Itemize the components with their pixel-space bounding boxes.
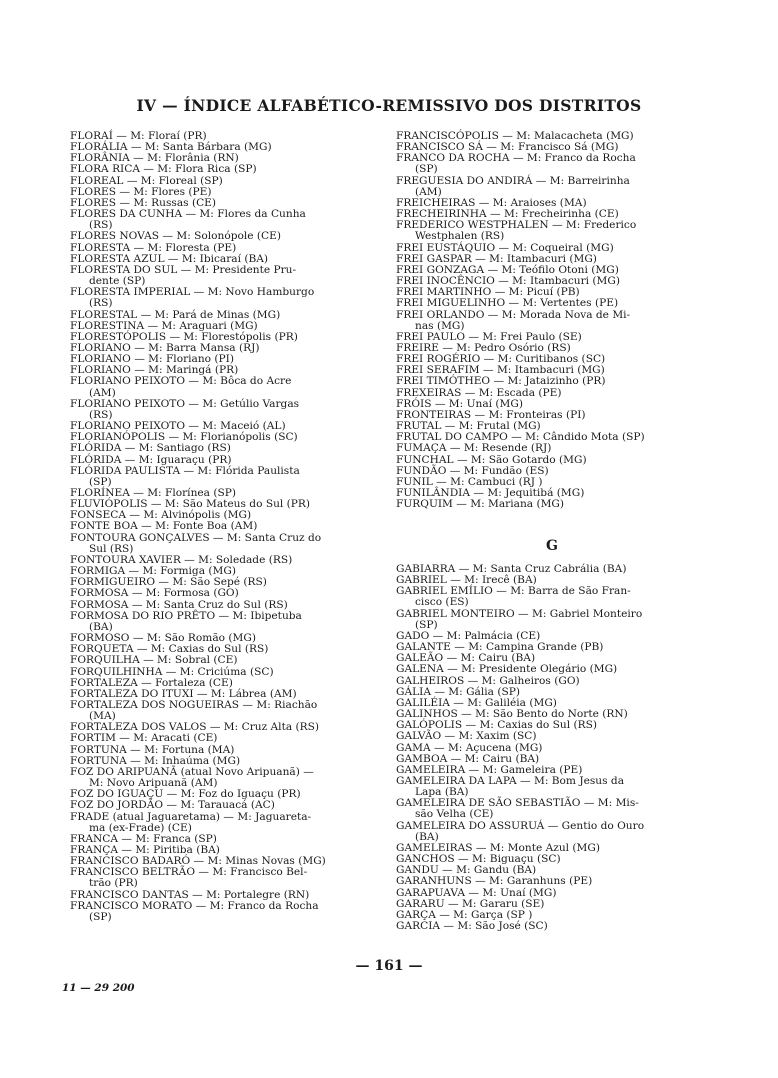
entry-continuation: cisco (ES) [415, 596, 469, 609]
entry-text: FLORES NOVAS — M: Solonópole (CE) [70, 230, 282, 243]
entry-text: GAMELEIRAS — M: Monte Azul (MG) [396, 841, 600, 854]
entry-text: FORTALEZA DOS VALOS — M: Cruz Alta (RS) [70, 721, 320, 734]
entry-text: FLORIANÓPOLIS — M: Florianópolis (SC) [70, 431, 298, 444]
entry-text: FOZ DO JORDÃO — M: Tarauacá (AC) [70, 799, 275, 812]
entry-text: GAMA — M: Açucena (MG) [396, 741, 543, 754]
entry-text: FORTALEZA — Fortaleza (CE) [70, 676, 233, 689]
entry-continuation: (BA) [415, 830, 439, 843]
index-entry [396, 609, 708, 631]
entry-text: GÁLIA — M: Gália (SP) [396, 685, 520, 698]
entry-text: GALILÉIA — M: Galiléia (MG) [396, 696, 557, 709]
index-entry [70, 287, 376, 309]
entry-continuation: ma (ex-Frade) (CE) [89, 821, 192, 834]
entry-text: FRANCISCO BELTRÃO — M: Francisco Bel- [70, 866, 308, 879]
entry-text: FRANCISCO MORATO — M: Franco da Rocha [70, 899, 319, 912]
entry-text: GABIARRA — M: Santa Cruz Cabrália (BA) [396, 563, 627, 575]
index-entry [396, 499, 708, 510]
entry-text: GALÓPOLIS — M: Caxias do Sul (RS) [396, 719, 598, 732]
index-entry [70, 767, 376, 789]
entry-text: GARARU — M: Gararu (SE) [396, 897, 545, 910]
entry-text: GARANHUNS — M: Garanhuns (PE) [396, 875, 593, 888]
index-entry [396, 776, 708, 798]
entry-text: FREI INOCÊNCIO — M: Itambacuri (MG) [396, 275, 620, 288]
entry-text: FLORESTINA — M: Araguari (MG) [70, 319, 258, 332]
entry-text: FOZ DO IGUAÇU — M: Foz do Iguaçu (PR) [70, 788, 301, 801]
entry-text: FLORIANO PEIXOTO — M: Maceió (AL) [70, 420, 286, 433]
entry-text: GANDU — M: Gandu (BA) [396, 864, 537, 877]
entry-text: FUMAÇA — M: Resende (RJ) [396, 442, 552, 455]
index-entry [70, 700, 376, 722]
entry-text: FONSECA — M: Alvinópolis (MG) [70, 509, 252, 522]
entry-text: GAMELEIRA DA LAPA — M: Bom Jesus da [396, 774, 625, 787]
entry-text: FLORÂNIA — M: Florânia (RN) [70, 152, 239, 165]
entry-continuation: (SP) [89, 910, 112, 923]
entry-text: FLORÍNEA — M: Florínea (SP) [70, 487, 236, 499]
entry-continuation: Sul (RS) [89, 542, 134, 555]
entry-text: FLORESTA DO SUL — M: Presidente Pru- [70, 263, 297, 276]
entry-text: GABRIEL — M: Irecê (BA) [396, 574, 537, 587]
entry-continuation: (AM) [89, 386, 116, 399]
entry-text: FRECHEIRINHA — M: Frecheirinha (CE) [396, 208, 619, 221]
entry-text: FUNIL — M: Cambuci (RJ ) [396, 475, 543, 488]
index-entry [70, 209, 376, 231]
index-entry [396, 921, 708, 932]
entry-text: GALANTE — M: Campina Grande (PB) [396, 641, 604, 654]
index-entry [396, 821, 708, 843]
entry-text: FORTUNA — M: Fortuna (MA) [70, 743, 235, 756]
entry-text: FREXEIRAS — M: Escada (PE) [396, 386, 562, 399]
entry-continuation: (MA) [89, 710, 116, 723]
index-entry [70, 901, 376, 923]
entry-text: FLORES — M: Flores (PE) [70, 185, 212, 198]
entry-text: FRONTEIRAS — M: Fronteiras (PI) [396, 408, 586, 421]
entry-continuation: (RS) [89, 219, 113, 232]
page-title: IV — ÍNDICE ALFABÉTICO-REMISSIVO DOS DISTRITOS [136, 96, 642, 115]
entry-text: FORQUETA — M: Caxias do Sul (RS) [70, 643, 269, 656]
entry-text: FLORIANO — M: Maringá (PR) [70, 364, 239, 377]
entry-text: FUNCHAL — M: São Gotardo (MG) [396, 453, 587, 466]
entry-text: FREI EUSTÁQUIO — M: Coqueiral (MG) [396, 241, 614, 254]
entry-text: GALINHOS — M: São Bento do Norte (RN) [396, 708, 628, 721]
index-entry [70, 611, 376, 633]
index-entry [396, 176, 708, 198]
entry-text: FRANCA — M: Franca (SP) [70, 832, 217, 845]
entry-text: FLORESTA AZUL — M: Ibicaraí (BA) [70, 252, 269, 265]
index-column-left [70, 131, 376, 923]
index-entry [70, 399, 376, 421]
entry-text: FORMOSO — M: São Romão (MG) [70, 632, 256, 645]
entry-continuation: (BA) [89, 620, 113, 633]
index-entry [396, 153, 708, 175]
entry-text: FREI TIMÓTHEO — M: Jataizinho (PR) [396, 375, 606, 388]
index-entry [70, 812, 376, 834]
entry-text: FORQUILHA — M: Sobral (CE) [70, 654, 238, 667]
index-entry [396, 220, 708, 242]
entry-text: FLORESTA IMPERIAL — M: Novo Hamburgo [70, 286, 315, 299]
entry-text: FLÓRIDA — M: Iguaraçu (PR) [70, 453, 232, 466]
entry-text: FUNDÃO — M: Fundão (ES) [396, 464, 549, 477]
entry-text: GABRIEL EMÍLIO — M: Barra de São Fran- [396, 585, 631, 598]
entry-text: FREI PAULO — M: Frei Paulo (SE) [396, 330, 582, 343]
index-column-right-top [396, 131, 708, 510]
entry-text: GALHEIROS — M: Galheiros (GO) [396, 674, 580, 687]
entry-continuation: (SP) [89, 475, 112, 488]
page-number: — 161 — [355, 958, 423, 974]
index-column-right-bottom [396, 564, 708, 932]
entry-text: FORTIM — M: Aracati (CE) [70, 732, 218, 745]
entry-text: FONTOURA GONÇALVES — M: Santa Cruz do [70, 531, 322, 544]
entry-text: FREI SERAFIM — M: Itambacuri (MG) [396, 364, 605, 377]
entry-text: FUNILÂNDIA — M: Jequitibá (MG) [396, 487, 585, 499]
entry-text: GAMELEIRA — M: Gameleira (PE) [396, 763, 583, 776]
entry-text: FREI MIGUELINHO — M: Vertentes (PE) [396, 297, 619, 310]
entry-text: GANCHOS — M: Biguaçu (SC) [396, 853, 561, 866]
entry-text: FRUTAL — M: Frutal (MG) [396, 420, 541, 433]
entry-text: FLUVIÓPOLIS — M: São Mateus do Sul (PR) [70, 498, 311, 511]
entry-text: FREGUESIA DO ANDIRÁ — M: Barreirinha [396, 174, 630, 187]
entry-text: FLORIANO — M: Barra Mansa (RJ) [70, 341, 260, 354]
entry-text: FRANCISCÓPOLIS — M: Malacacheta (MG) [396, 130, 634, 142]
entry-text: FLORA RICA — M: Flora Rica (SP) [70, 163, 257, 176]
entry-text: GARCIA — M: São José (SC) [396, 920, 548, 932]
entry-text: FLORAÍ — M: Floraí (PR) [70, 130, 207, 142]
entry-text: GABRIEL MONTEIRO — M: Gabriel Monteiro [396, 607, 643, 620]
entry-text: FLÓRIDA — M: Santiago (RS) [70, 442, 231, 455]
entry-text: FRANCISCO SÁ — M: Francisco Sá (MG) [396, 141, 619, 154]
entry-text: FLORESTÓPOLIS — M: Florestópolis (PR) [70, 330, 298, 343]
entry-text: GALENA — M: Presidente Olegário (MG) [396, 663, 618, 676]
index-entry [70, 376, 376, 398]
entry-text: FLORIANO PEIXOTO — M: Getúlio Vargas [70, 397, 300, 410]
entry-text: FORTALEZA DOS NOGUEIRAS — M: Riachão [70, 698, 318, 711]
entry-text: GAMBOA — M: Cairu (BA) [396, 752, 540, 765]
entry-text: FRANCO DA ROCHA — M: Franco da Rocha [396, 152, 636, 165]
index-entry [70, 867, 376, 889]
entry-text: FREI ORLANDO — M: Morada Nova de Mi- [396, 308, 631, 321]
entry-text: FORQUILHINHA — M: Criciúma (SC) [70, 665, 274, 678]
entry-continuation: trão (PR) [89, 877, 138, 890]
entry-text: GAMELEIRA DO ASSURUÁ — Gentio do Ouro [396, 819, 645, 832]
entry-text: FORMOSA — M: Formosa (GO) [70, 587, 239, 600]
entry-text: FLORESTA — M: Floresta (PE) [70, 241, 237, 254]
entry-text: FREIRE — M: Pedro Osório (RS) [396, 341, 571, 354]
entry-text: FRANCISCO BADARÓ — M: Minas Novas (MG) [70, 855, 326, 868]
index-entry [396, 798, 708, 820]
entry-text: FLORES — M: Russas (CE) [70, 196, 217, 209]
entry-text: FONTE BOA — M: Fonte Boa (AM) [70, 520, 258, 533]
entry-text: FORMOSA — M: Santa Cruz do Sul (RS) [70, 598, 288, 611]
entry-text: FORTALEZA DO ITUXI — M: Lábrea (AM) [70, 687, 297, 700]
entry-text: FORMIGUEIRO — M: São Sepé (RS) [70, 576, 267, 589]
entry-text: GALVÃO — M: Xaxim (SC) [396, 730, 537, 743]
entry-text: GARÇA — M: Garça (SP ) [396, 908, 533, 921]
entry-text: FLORIANO — M: Floriano (PI) [70, 353, 234, 366]
entry-continuation: (AM) [415, 185, 442, 198]
entry-continuation: nas (MG) [415, 319, 465, 332]
entry-text: FREI GASPAR — M: Itambacuri (MG) [396, 252, 597, 265]
section-letter-heading: G [546, 538, 558, 554]
entry-text: FRANÇA — M: Piritiba (BA) [70, 844, 220, 856]
print-code: 11 — 29 200 [62, 982, 135, 994]
entry-text: FLÓRIDA PAULISTA — M: Flórida Paulista [70, 464, 300, 477]
index-entry [70, 466, 376, 488]
entry-text: FLORIANO PEIXOTO — M: Bôca do Acre [70, 375, 292, 388]
entry-continuation: Lapa (BA) [415, 786, 469, 799]
entry-text: FREI ROGÉRIO — M: Curitibanos (SC) [396, 353, 606, 366]
entry-continuation: Westphalen (RS) [415, 230, 505, 243]
entry-text: FONTOURA XAVIER — M: Soledade (RS) [70, 553, 293, 566]
entry-text: FLOREAL — M: Floreal (SP) [70, 174, 223, 187]
entry-text: FRADE (atual Jaguaretama) — M: Jaguareta- [70, 810, 312, 823]
entry-continuation: dente (SP) [89, 275, 146, 288]
entry-text: FREI GONZAGA — M: Teófilo Otoni (MG) [396, 263, 619, 276]
entry-text: FLORES DA CUNHA — M: Flores da Cunha [70, 208, 306, 221]
entry-text: FORTUNA — M: Inhaúma (MG) [70, 754, 241, 767]
entry-continuation: (SP) [415, 163, 438, 176]
entry-text: FREI MARTINHO — M: Picuí (PB) [396, 286, 580, 299]
entry-continuation: são Velha (CE) [415, 808, 494, 821]
entry-text: FLORESTAL — M: Pará de Minas (MG) [70, 308, 281, 321]
entry-continuation: (RS) [89, 408, 113, 421]
entry-text: FOZ DO ARIPUANÃ (atual Novo Aripuanã) — [70, 765, 314, 778]
entry-text: FRANCISCO DANTAS — M: Portalegre (RN) [70, 888, 310, 901]
entry-text: FRUTAL DO CAMPO — M: Cândido Mota (SP) [396, 431, 645, 444]
index-entry [70, 533, 376, 555]
entry-continuation: (SP) [415, 618, 438, 631]
entry-text: FREDERICO WESTPHALEN — M: Frederico [396, 219, 637, 232]
entry-continuation: M: Novo Aripuanã (AM) [89, 777, 218, 790]
entry-text: GARAPUAVA — M: Unaí (MG) [396, 886, 557, 899]
entry-continuation: (RS) [89, 297, 113, 310]
entry-text: FRÓIS — M: Unaí (MG) [396, 397, 523, 410]
entry-text: GADO — M: Palmácia (CE) [396, 629, 541, 642]
entry-text: FLORÁLIA — M: Santa Bárbara (MG) [70, 141, 272, 154]
entry-text: GAMELEIRA DE SÃO SEBASTIÃO — M: Mis- [396, 797, 639, 810]
index-entry [70, 265, 376, 287]
index-entry [396, 586, 708, 608]
entry-text: GALEÃO — M: Cairu (BA) [396, 652, 536, 665]
entry-text: FORMIGA — M: Formiga (MG) [70, 565, 236, 578]
index-entry [396, 310, 708, 332]
entry-text: FURQUIM — M: Mariana (MG) [396, 498, 565, 511]
entry-text: FREICHEIRAS — M: Araioses (MA) [396, 196, 587, 209]
entry-text: FORMOSA DO RIO PRÊTO — M: Ibipetuba [70, 609, 302, 622]
